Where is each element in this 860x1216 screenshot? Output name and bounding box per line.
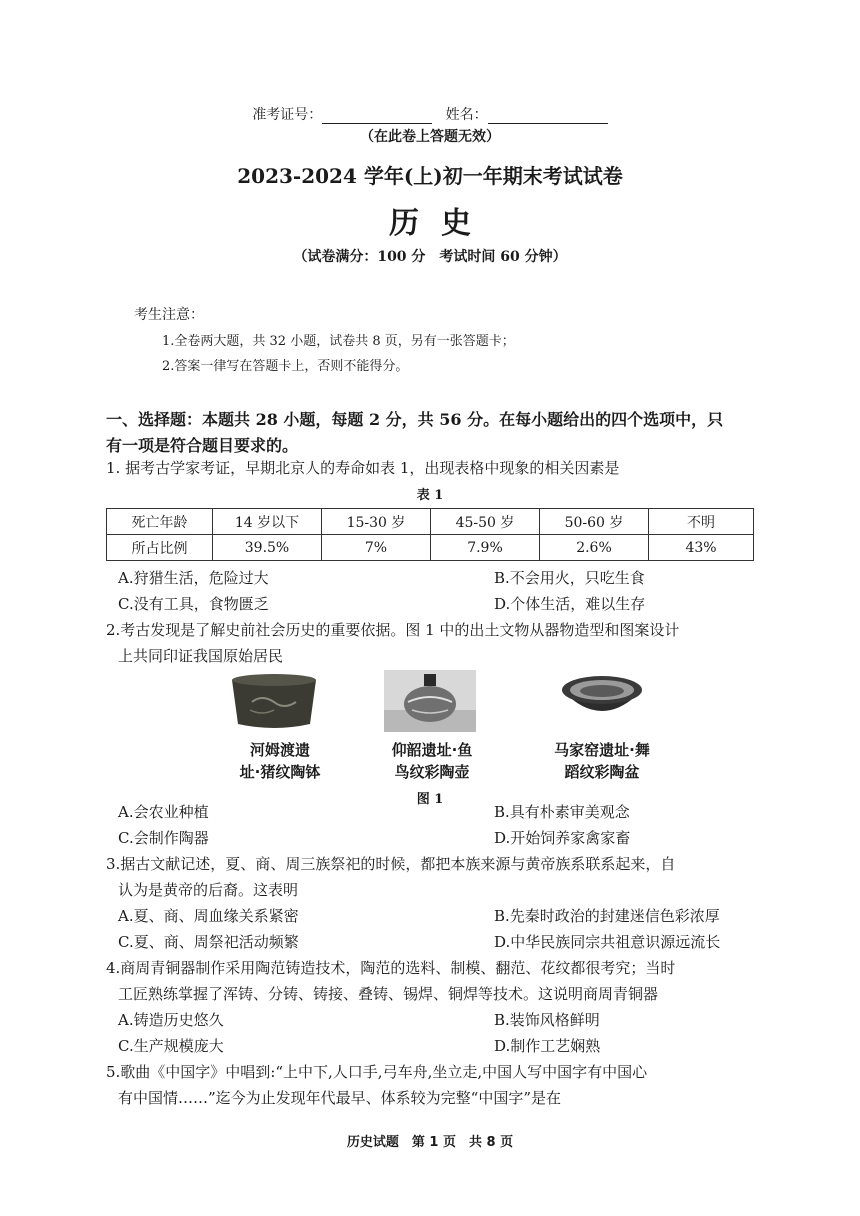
- option-c: C.夏、商、周祭祀活动频繁: [118, 933, 299, 951]
- painted-pottery-pot-image: [384, 670, 476, 732]
- option-d: D.开始饲养家禽家畜: [494, 829, 631, 847]
- caption-line: 马家窑遗址·舞: [554, 741, 650, 759]
- note-item: 2.答案一律写在答题卡上，否则不能得分。: [162, 359, 409, 374]
- figure-1-label: 图 1: [416, 792, 444, 807]
- table-cell: 不明: [649, 509, 754, 535]
- figure-caption: [222, 739, 338, 783]
- caption-line: 址·猪纹陶钵: [239, 763, 321, 781]
- table-cell: 7.9%: [431, 535, 540, 561]
- table-cell: 45-50 岁: [431, 509, 540, 535]
- option-b: B.装饰风格鲜明: [494, 1011, 600, 1029]
- page-footer: 历史试题 第 1 页 共 8 页: [346, 1135, 514, 1150]
- caption-line: 鸟纹彩陶壶: [394, 763, 470, 781]
- dance-pattern-basin-image: [556, 670, 648, 732]
- option-c: C.生产规模庞大: [118, 1037, 224, 1055]
- question-4-stem: 工匠熟练掌握了浑铸、分铸、铸接、叠铸、锡焊、铜焊等技术。这说明商周青铜器: [118, 985, 659, 1003]
- exam-info: （试卷满分：100 分 考试时间 60 分钟）: [293, 249, 567, 265]
- option-b: B.具有朴素审美观念: [494, 803, 630, 821]
- question-2-stem: 2.考古发现是了解史前社会历史的重要依据。图 1 中的出土文物从器物造型和图案设计: [106, 621, 680, 639]
- figure-caption: [362, 739, 502, 783]
- option-b: B.先秦时政治的封建迷信色彩浓厚: [494, 907, 720, 925]
- answer-notice: （在此卷上答题无效）: [360, 129, 500, 145]
- table-cell: 50-60 岁: [540, 509, 649, 535]
- question-5-stem: 5.歌曲《中国字》中唱到:“上中下,人口手,弓车舟,坐立走,中国人写中国字有中国心: [106, 1063, 648, 1081]
- option-a: A.铸造历史悠久: [118, 1011, 224, 1029]
- table-cell: 7%: [322, 535, 431, 561]
- question-5-stem: 有中国情……”迄今为止发现年代最早、体系较为完整“中国字”是在: [118, 1089, 562, 1107]
- table-1-title: 表 1: [416, 488, 444, 503]
- option-d: D.个体生活，难以生存: [494, 595, 646, 613]
- name-label: 姓名：: [445, 107, 488, 123]
- table-row: [107, 535, 754, 561]
- table-cell: 43%: [649, 535, 754, 561]
- option-d: D.制作工艺娴熟: [494, 1037, 601, 1055]
- option-a: A.会农业种植: [118, 803, 209, 821]
- question-1-stem: 1. 据考古学家考证，早期北京人的寿命如表 1，出现表格中现象的相关因素是: [106, 459, 620, 477]
- table-cell: 死亡年龄: [107, 509, 213, 535]
- section-heading-line: 一、选择题：本题共 28 小题，每题 2 分，共 56 分。在每小题给出的四个选项中，只: [106, 410, 724, 429]
- table-cell: 39.5%: [213, 535, 322, 561]
- exam-id-label: 准考证号：: [252, 107, 323, 123]
- option-d: D.中华民族同宗共祖意识源远流长: [494, 933, 721, 951]
- table-1: [106, 508, 754, 561]
- caption-line: 仰韶遗址·鱼: [391, 741, 473, 759]
- notes-heading: 考生注意：: [134, 307, 204, 323]
- option-b: B.不会用火，只吃生食: [494, 569, 645, 587]
- note-item: 1.全卷两大题，共 32 小题，试卷共 8 页，另有一张答题卡；: [162, 334, 515, 349]
- name-blank: [488, 107, 608, 124]
- question-3-stem: 认为是黄帝的后裔。这表明: [118, 881, 299, 899]
- exam-title: 2023-2024 学年(上)初一年期末考试试卷: [237, 164, 623, 188]
- pottery-bowl-image: [228, 670, 320, 732]
- exam-id-blank: [322, 107, 432, 124]
- subject-title: 历史: [389, 206, 493, 241]
- exam-id-line: [0, 104, 860, 124]
- option-a: A.狩猎生活，危险过大: [118, 569, 269, 587]
- caption-line: 蹈纹彩陶盆: [564, 763, 640, 781]
- table-cell: 14 岁以下: [213, 509, 322, 535]
- table-cell: 2.6%: [540, 535, 649, 561]
- question-3-stem: 3.据古文献记述，夏、商、周三族祭祀的时候，都把本族来源与黄帝族系联系起来，自: [106, 855, 676, 873]
- question-4-stem: 4.商周青铜器制作采用陶范铸造技术，陶范的选料、制模、翻范、花纹都很考究；当时: [106, 959, 676, 977]
- caption-line: 河姆渡遗: [249, 741, 310, 759]
- table-cell: 所占比例: [107, 535, 213, 561]
- option-c: C.没有工具，食物匮乏: [118, 595, 269, 613]
- question-2-stem: 上共同印证我国原始居民: [118, 647, 284, 665]
- section-heading-line: 有一项是符合题目要求的。: [106, 436, 299, 455]
- figure-caption: [524, 739, 680, 783]
- section-heading: [106, 407, 758, 459]
- option-a: A.夏、商、周血缘关系紧密: [118, 907, 299, 925]
- table-row: [107, 509, 754, 535]
- option-c: C.会制作陶器: [118, 829, 209, 847]
- table-cell: 15-30 岁: [322, 509, 431, 535]
